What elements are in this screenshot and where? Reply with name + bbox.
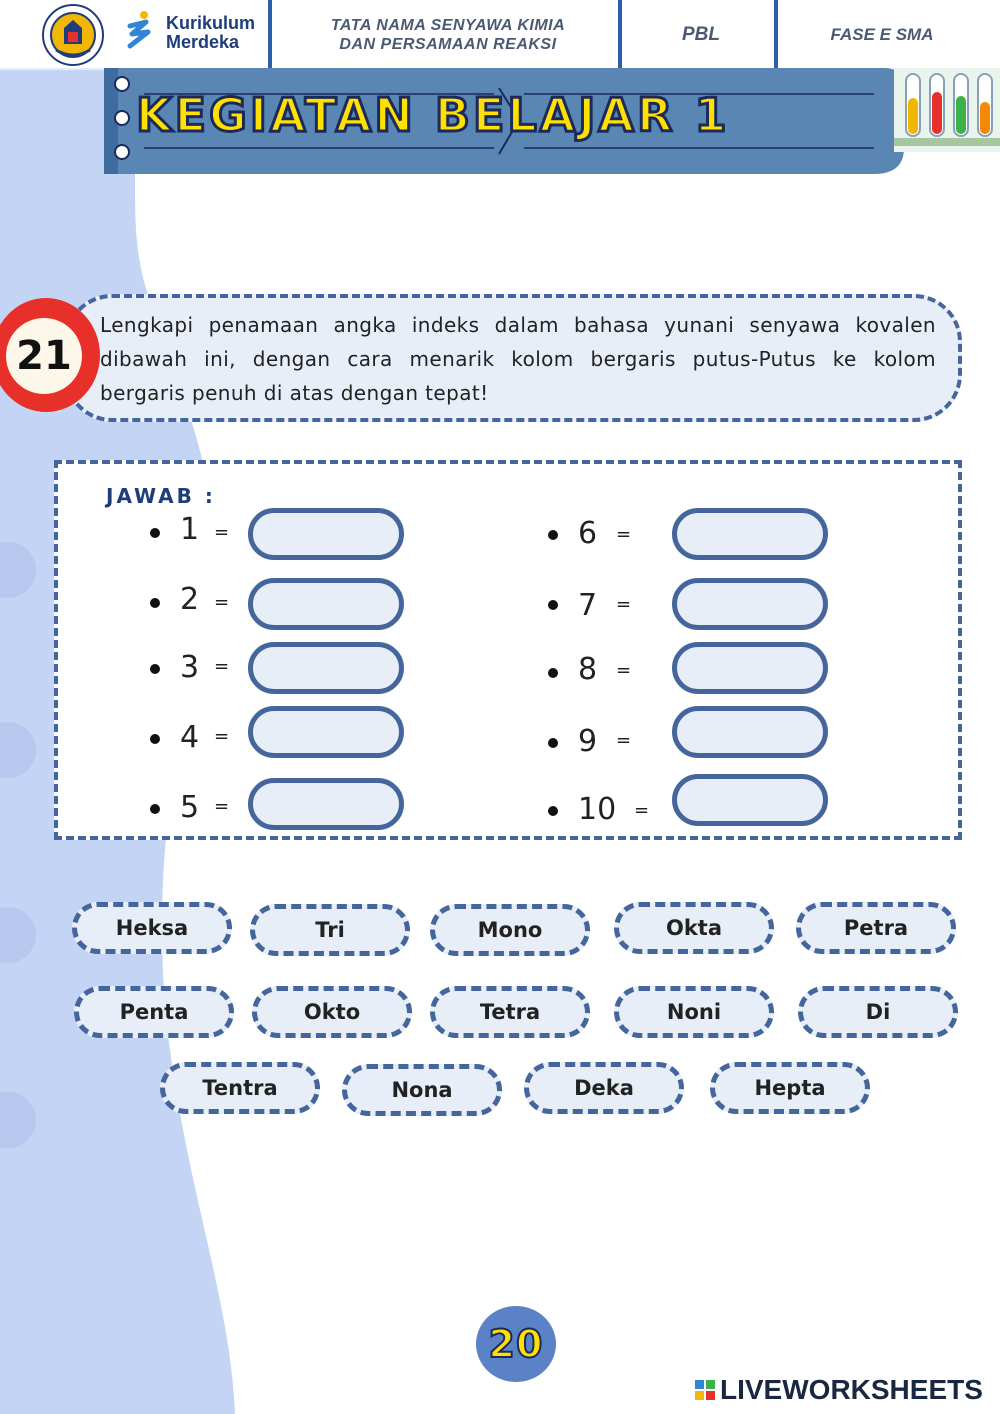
drop-slot-1[interactable] (248, 508, 404, 560)
index-number: 8 (578, 652, 598, 687)
equals-sign: = (214, 522, 230, 543)
topic-line-1: TATA NAMA SENYAWA KIMIA (330, 17, 566, 34)
km-line-1: Kurikulum (166, 13, 256, 33)
equals-sign: = (616, 660, 632, 681)
drop-slot-2[interactable] (248, 578, 404, 630)
index-number: 1 (180, 512, 200, 547)
header-model: PBL (682, 24, 720, 45)
word-chip-tri[interactable]: Tri (250, 904, 410, 956)
index-number: 7 (578, 588, 598, 623)
word-chip-okta[interactable]: Okta (614, 902, 774, 954)
word-chip-deka[interactable]: Deka (524, 1062, 684, 1114)
word-chip-okto[interactable]: Okto (252, 986, 412, 1038)
word-chip-heksa[interactable]: Heksa (72, 902, 232, 954)
header-divider (618, 0, 622, 70)
bullet (548, 530, 558, 540)
word-chip-nona[interactable]: Nona (342, 1064, 502, 1116)
word-chip-tentra[interactable]: Tentra (160, 1062, 320, 1114)
word-chip-tetra[interactable]: Tetra (430, 986, 590, 1038)
index-number: 5 (180, 790, 200, 825)
index-number: 2 (180, 582, 200, 617)
question-instruction: Lengkapi penamaan angka indeks dalam bahasa yunani senyawa kovalen dibawah ini, dengan cara menarik kolom bergaris putus-Putus ke kolom bergaris penuh di atas dengan tepat! (100, 313, 936, 405)
index-number: 10 (578, 792, 617, 827)
bullet (150, 528, 160, 538)
kurikulum-merdeka-icon (126, 10, 152, 56)
word-chip-penta[interactable]: Penta (74, 986, 234, 1038)
equals-sign: = (214, 726, 230, 747)
index-number: 4 (180, 720, 200, 755)
equals-sign: = (616, 730, 632, 751)
equals-sign: = (616, 594, 632, 615)
word-chip-petra[interactable]: Petra (796, 902, 956, 954)
index-number: 6 (578, 516, 598, 551)
bullet (150, 598, 160, 608)
word-chip-hepta[interactable]: Hepta (710, 1062, 870, 1114)
index-number: 9 (578, 724, 598, 759)
bullet (548, 738, 558, 748)
bullet (548, 600, 558, 610)
header-divider (774, 0, 778, 70)
index-number: 3 (180, 650, 200, 685)
word-chip-noni[interactable]: Noni (614, 986, 774, 1038)
header-divider (268, 0, 272, 70)
unp-logo-icon (42, 4, 104, 66)
drop-slot-6[interactable] (672, 508, 828, 560)
drop-slot-7[interactable] (672, 578, 828, 630)
drop-slot-4[interactable] (248, 706, 404, 758)
drop-slot-3[interactable] (248, 642, 404, 694)
page-header (0, 0, 1000, 70)
word-chip-di[interactable]: Di (798, 986, 958, 1038)
equals-sign: = (616, 524, 632, 545)
liveworksheets-icon (694, 1379, 716, 1401)
question-number: 21 (6, 318, 82, 394)
equals-sign: = (634, 800, 650, 821)
drop-slot-5[interactable] (248, 778, 404, 830)
equals-sign: = (214, 592, 230, 613)
topic-line-2: DAN PERSAMAAN REAKSI (339, 36, 557, 53)
word-chip-mono[interactable]: Mono (430, 904, 590, 956)
liveworksheets-watermark (694, 1372, 983, 1408)
km-line-2: Merdeka (166, 32, 240, 52)
kurikulum-merdeka-label (166, 14, 255, 52)
banner-title: KEGIATAN BELAJAR 1 (136, 88, 730, 142)
bullet (548, 806, 558, 816)
equals-sign: = (214, 796, 230, 817)
bullet (150, 804, 160, 814)
header-phase: FASE E SMA (830, 25, 934, 44)
bullet (150, 734, 160, 744)
answer-label: JAWAB : (106, 484, 216, 508)
drop-slot-9[interactable] (672, 706, 828, 758)
liveworksheets-brand: LIVEWORKSHEETS (720, 1374, 983, 1405)
drop-slot-8[interactable] (672, 642, 828, 694)
drop-slot-10[interactable] (672, 774, 828, 826)
bullet (150, 664, 160, 674)
equals-sign: = (214, 656, 230, 677)
page-number: 20 (476, 1306, 556, 1382)
test-tubes-icon (894, 68, 1000, 152)
header-topic (278, 0, 618, 70)
bullet (548, 668, 558, 678)
